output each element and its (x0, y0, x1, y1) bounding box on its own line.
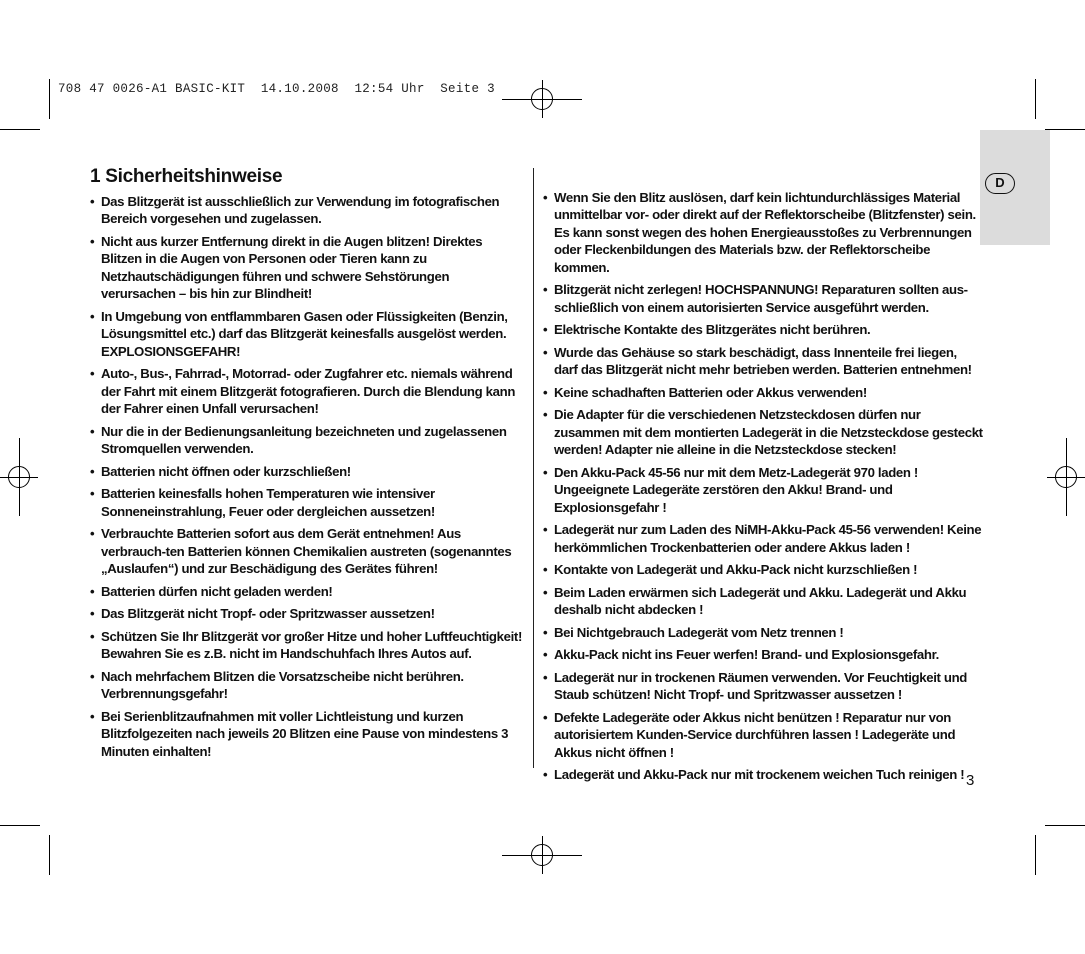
list-item: • Wurde das Gehäuse so stark beschädigt, dass Innenteile frei liegen, darf das Blitzgerät nicht mehr betrieben werden. Batterien entnehmen! (543, 344, 983, 379)
list-item: • Nicht aus kurzer Entfernung direkt in die Augen blitzen! Direktes Blitzen in die Augen von Personen oder Tieren kann zu Netzhautschädigungen führen und schwere Sehstörungen verursachen – bis hin zur Blindheit! (90, 233, 522, 303)
list-item: • Nur die in der Bedienungsanleitung bezeichneten und zugelassenen Stromquellen verwenden. (90, 423, 522, 458)
list-item: • Keine schadhaften Batterien oder Akkus verwenden! (543, 384, 983, 401)
language-badge: D (985, 173, 1015, 194)
list-item: • Beim Laden erwärmen sich Ladegerät und Akku. Ladegerät und Akku deshalb nicht abdecken ! (543, 584, 983, 619)
list-item: • Ladegerät nur in trockenen Räumen verwenden. Vor Feuchtigkeit und Staub schützen! Nicht Tropf- und Spritzwasser aussetzen ! (543, 669, 983, 704)
crop-mark-bottom-right-v (1035, 835, 1036, 875)
list-item: • Schützen Sie Ihr Blitzgerät vor großer Hitze und hoher Luftfeuchtigkeit! Bewahren Sie es z.B. nicht im Handschuhfach Ihres Autos auf. (90, 628, 522, 663)
list-item: • Ladegerät nur zum Laden des NiMH-Akku-Pack 45-56 verwenden! Keine herkömmlichen Trockenbatterien oder andere Akkus laden ! (543, 521, 983, 556)
list-item: • Batterien keinesfalls hohen Temperaturen wie intensiver Sonneneinstrahlung, Feuer oder dergleichen aussetzen! (90, 485, 522, 520)
crop-mark-bottom-left-h (0, 825, 40, 826)
list-item: • Das Blitzgerät nicht Tropf- oder Spritzwasser aussetzen! (90, 605, 522, 622)
list-item: • In Umgebung von entflammbaren Gasen oder Flüssigkeiten (Benzin, Lösungsmittel etc.) darf das Blitzgerät keinesfalls ausgelöst werden. EXPLOSIONSGEFAHR! (90, 308, 522, 360)
crop-mark-top-right-v (1035, 79, 1036, 119)
crop-mark-bottom-right-h (1045, 825, 1085, 826)
list-item: • Bei Serienblitzaufnahmen mit voller Lichtleistung und kurzen Blitzfolgezeiten nach jeweils 20 Blitzen eine Pause von mindestens 3 Minuten einhalten! (90, 708, 522, 760)
list-item: • Kontakte von Ladegerät und Akku-Pack nicht kurzschließen ! (543, 561, 983, 578)
list-item: • Nach mehrfachem Blitzen die Vorsatzscheibe nicht berühren. Verbrennungsgefahr! (90, 668, 522, 703)
list-item: • Die Adapter für die verschiedenen Netzsteckdosen dürfen nur zusammen mit dem montierten Ladegerät in die Netzsteckdose gesteckt werden! Adapter nie alleine in die Netzsteckdose stecken! (543, 406, 983, 458)
list-item: • Den Akku-Pack 45-56 nur mit dem Metz-Ladegerät 970 laden ! Ungeeignete Ladegeräte zerstören den Akku! Brand- und Explosionsgefahr ! (543, 464, 983, 516)
safety-list-right (543, 189, 983, 789)
list-item: • Akku-Pack nicht ins Feuer werfen! Brand- und Explosionsgefahr. (543, 646, 983, 663)
list-item: • Das Blitzgerät ist ausschließlich zur Verwendung im fotografischen Bereich vorgesehen und zugelassen. (90, 193, 522, 228)
safety-list-left (90, 193, 522, 765)
list-item: • Batterien nicht öffnen oder kurzschließen! (90, 463, 522, 480)
column-divider (533, 168, 534, 768)
list-item: • Bei Nichtgebrauch Ladegerät vom Netz trennen ! (543, 624, 983, 641)
list-item: • Auto-, Bus-, Fahrrad-, Motorrad- oder Zugfahrer etc. niemals während der Fahrt mit einem Blitzgerät fotografieren. Durch die Blendung kann der Fahrer einen Unfall verursachen! (90, 365, 522, 417)
list-item: • Blitzgerät nicht zerlegen! HOCHSPANNUNG! Reparaturen sollten aus-schließlich von einem autorisierten Service ausgeführt werden. (543, 281, 983, 316)
list-item: • Elektrische Kontakte des Blitzgerätes nicht berühren. (543, 321, 983, 338)
crop-mark-top-right-h (1045, 129, 1085, 130)
crop-mark-top-left-v (49, 79, 50, 119)
list-item: • Defekte Ladegeräte oder Akkus nicht benützen ! Reparatur nur von autorisiertem Kunden-Service durchführen lassen ! Ladegeräte und Akkus nicht öffnen ! (543, 709, 983, 761)
page-number: 3 (966, 772, 975, 789)
crop-mark-top-left-h (0, 129, 40, 130)
crop-mark-bottom-left-v (49, 835, 50, 875)
print-slug: 708 47 0026-A1 BASIC-KIT 14.10.2008 12:54 Uhr Seite 3 (58, 82, 495, 96)
section-title: 1 Sicherheitshinweise (90, 166, 283, 187)
list-item: • Ladegerät und Akku-Pack nur mit trockenem weichen Tuch reinigen ! (543, 766, 983, 783)
list-item: • Verbrauchte Batterien sofort aus dem Gerät entnehmen! Aus verbrauch-ten Batterien können Chemikalien austreten (sogenanntes „Auslaufen“) und zur Beschädigung des Gerätes führen! (90, 525, 522, 577)
list-item: • Batterien dürfen nicht geladen werden! (90, 583, 522, 600)
list-item: • Wenn Sie den Blitz auslösen, darf kein lichtundurchlässiges Material unmittelbar vor- oder direkt auf der Reflektorscheibe (Blitzfenster) sein. Es kann sonst wegen des hohen Energieausstoßes zu Verbrennungen oder Fleckenbildungen des Materials bzw. der Reflektorscheibe kommen. (543, 189, 983, 276)
